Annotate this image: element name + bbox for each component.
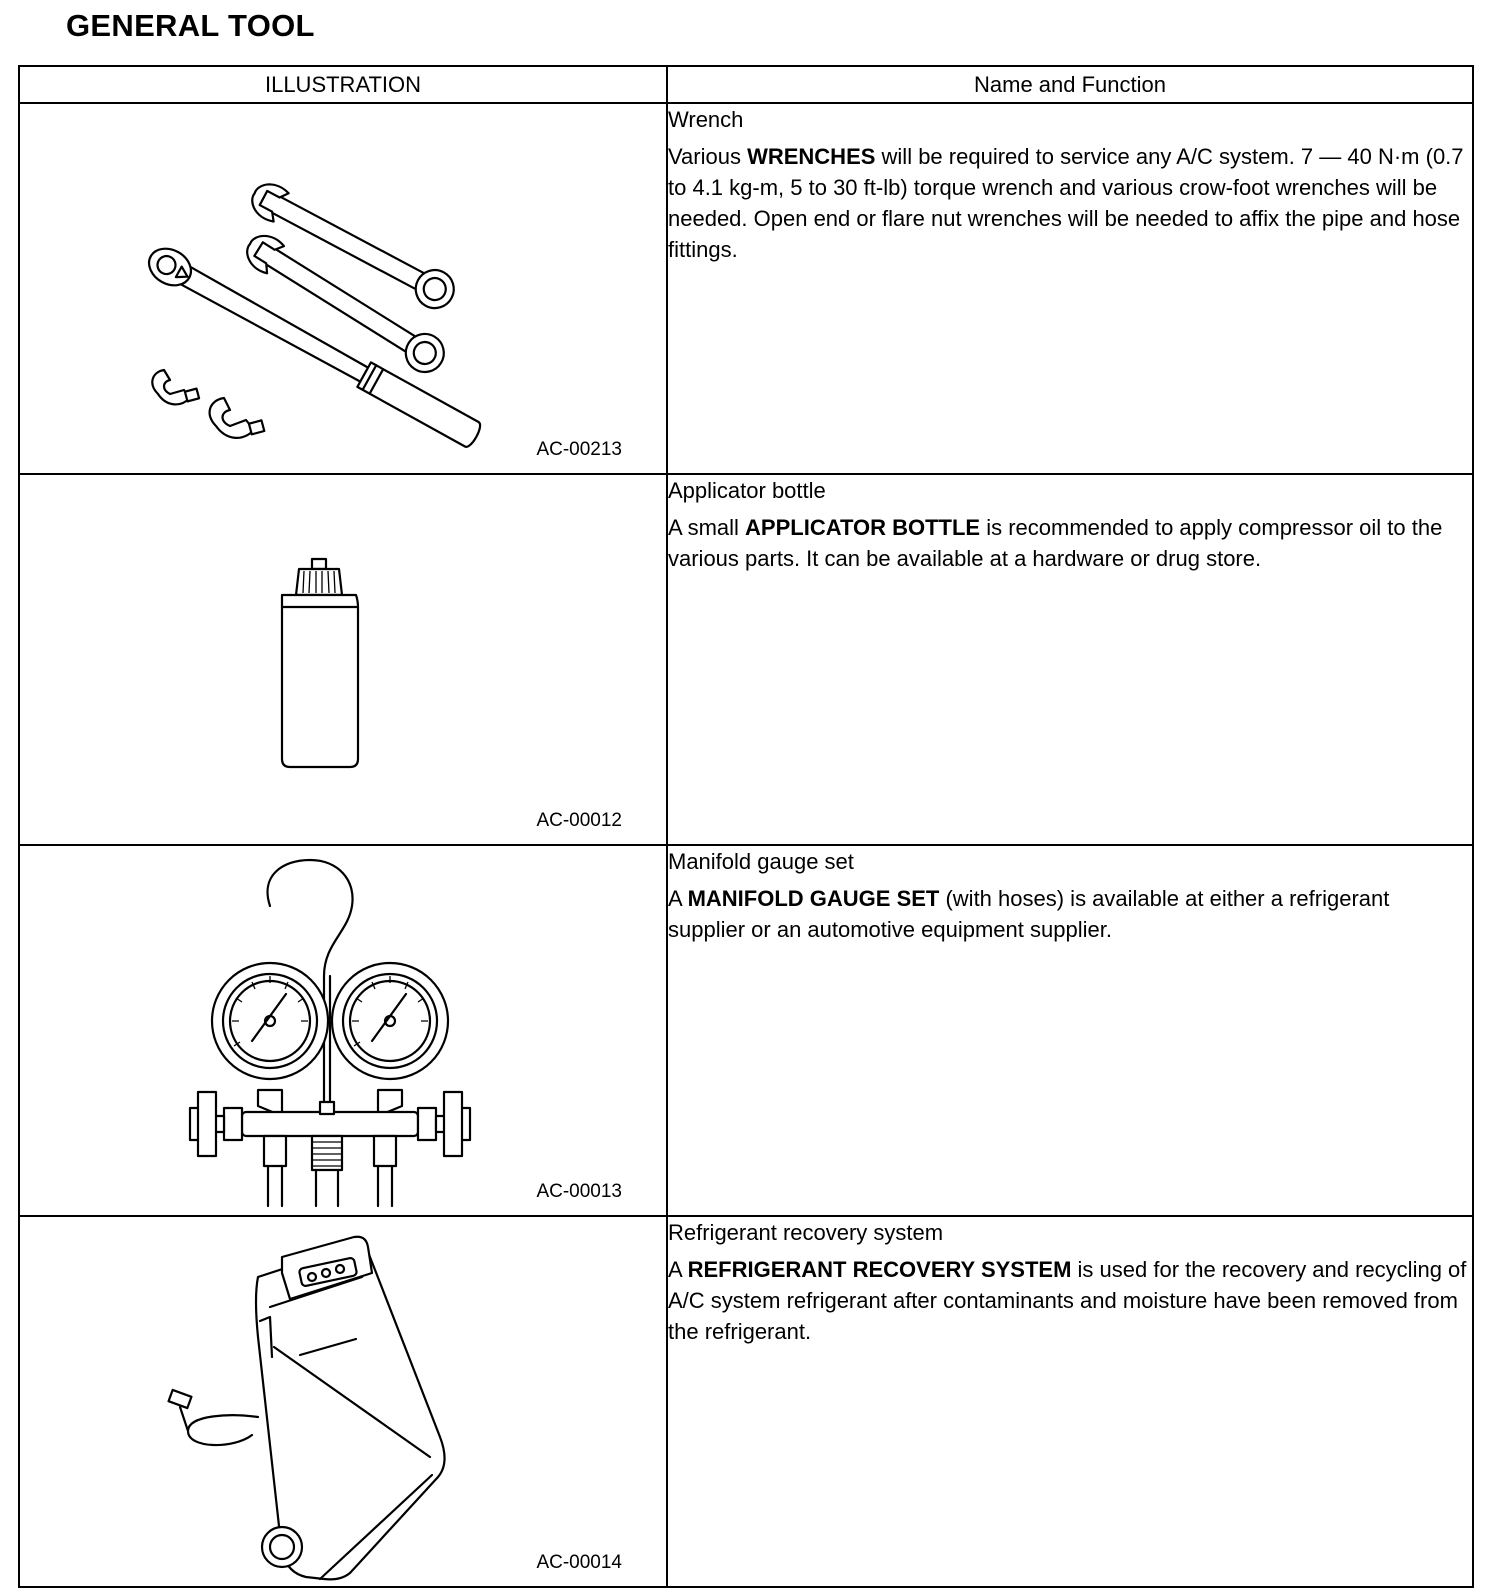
page-title: GENERAL TOOL: [66, 8, 315, 43]
general-tool-table: [18, 65, 1474, 1588]
tool-description: Various WRENCHES will be required to service any A/C system. 7 — 40 N·m (0.7 to 4.1 kg-m, 5 to 30 ft-lb) torque wrench and various crow-foot wrenches will be needed. Open end or flare nut wrenches will be needed to affix the pipe and hose fittings.: [668, 144, 1464, 262]
illustration-cell: [19, 1216, 667, 1587]
figure-id: AC-00014: [536, 1552, 622, 1573]
description-cell: [667, 1216, 1473, 1587]
applicator-bottle-icon: [20, 475, 668, 844]
tool-name: Wrench: [668, 107, 744, 132]
header-name-function: Name and Function: [667, 66, 1473, 103]
tool-description: A MANIFOLD GAUGE SET (with hoses) is available at either a refrigerant supplier or an automotive equipment supplier.: [668, 886, 1390, 942]
figure-id: AC-00213: [536, 439, 622, 460]
manifold-gauge-icon: [20, 846, 668, 1215]
table-header-row: [19, 66, 1473, 103]
illustration-cell: [19, 103, 667, 474]
table-row: [19, 103, 1473, 474]
wrench-set-icon: [20, 104, 668, 473]
figure-id: AC-00012: [536, 810, 622, 831]
recovery-system-icon: [20, 1217, 668, 1586]
illustration-cell: [19, 474, 667, 845]
description-cell: [667, 845, 1473, 1216]
tool-name: Refrigerant recovery system: [668, 1220, 944, 1245]
description-cell: [667, 474, 1473, 845]
tool-name: Applicator bottle: [668, 478, 826, 503]
tool-description: A small APPLICATOR BOTTLE is recommended to apply compressor oil to the various parts. It can be available at a hardware or drug store.: [668, 515, 1443, 571]
illustration-cell: [19, 845, 667, 1216]
figure-id: AC-00013: [536, 1181, 622, 1202]
header-illustration: ILLUSTRATION: [19, 66, 667, 103]
tool-description: A REFRIGERANT RECOVERY SYSTEM is used for the recovery and recycling of A/C system refrigerant after contaminants and moisture have been removed from the refrigerant.: [668, 1257, 1467, 1344]
table-row: [19, 474, 1473, 845]
table-row: [19, 1216, 1473, 1587]
table-row: [19, 845, 1473, 1216]
description-cell: [667, 103, 1473, 474]
tool-name: Manifold gauge set: [668, 849, 854, 874]
